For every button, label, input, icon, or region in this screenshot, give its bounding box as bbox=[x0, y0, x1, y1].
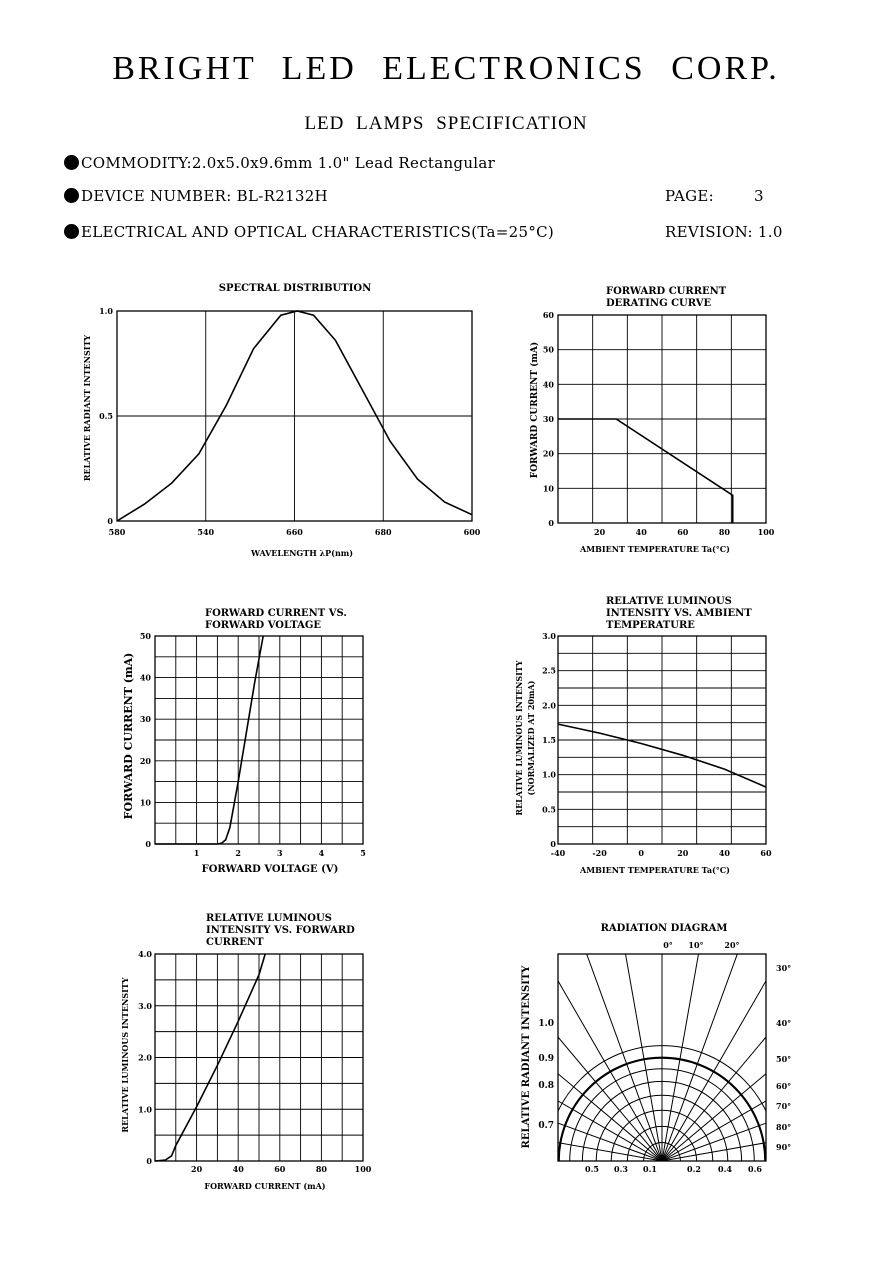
x-tick-label: 20 bbox=[677, 848, 689, 858]
x-tick-label: 80 bbox=[718, 527, 730, 537]
radiation-diagram-chart bbox=[415, 914, 892, 1263]
x-tick-label: 5 bbox=[360, 848, 366, 858]
y-tick-label: 0 bbox=[146, 1156, 152, 1166]
x-tick-label: 580 bbox=[108, 527, 126, 537]
device-number: DEVICE NUMBER: BL-R2132H bbox=[81, 187, 328, 205]
y-tick-label: 20 bbox=[542, 448, 554, 459]
x-tick-label: 20 bbox=[191, 1164, 203, 1174]
x-tick-label: 0 bbox=[638, 848, 644, 858]
page-label: PAGE: bbox=[665, 187, 715, 205]
chart-title-line: TEMPERATURE bbox=[606, 620, 695, 631]
series-line bbox=[558, 419, 733, 523]
y-tick-label: 0 bbox=[145, 839, 151, 849]
y-tick-label: 1.0 bbox=[99, 306, 113, 316]
y-tick-label: 1.0 bbox=[542, 769, 556, 780]
angle-label: 30° bbox=[776, 963, 792, 973]
x-tick-label: 60 bbox=[760, 848, 772, 858]
x-tick-label: 680 bbox=[374, 527, 392, 537]
luminous-intensity-current-chart bbox=[120, 949, 372, 1191]
forward-current-voltage-chart bbox=[122, 631, 366, 875]
x-tick-label: 600 bbox=[463, 527, 481, 537]
x-axis-label: AMBIENT TEMPERATURE Ta(°C) bbox=[580, 865, 730, 875]
radiation-grid bbox=[415, 914, 892, 1263]
y-tick-label: 0 bbox=[550, 839, 556, 849]
chart-title-line: CURRENT bbox=[206, 937, 264, 948]
chart-title-line: DERATING CURVE bbox=[606, 298, 712, 309]
chart-title-line: RELATIVE LUMINOUS bbox=[606, 596, 732, 607]
y-tick-label: 30 bbox=[139, 714, 151, 725]
y-tick-label: 2.0 bbox=[542, 700, 556, 711]
x-tick-label: 40 bbox=[718, 848, 730, 858]
y-axis-label-sub: (NORMALIZED AT 20mA) bbox=[526, 680, 536, 796]
x-axis-label: AMBIENT TEMPERATURE Ta(°C) bbox=[580, 544, 730, 554]
y-tick-label: 0.9 bbox=[538, 1054, 554, 1064]
x-axis-label: FORWARD CURRENT (mA) bbox=[204, 1181, 326, 1191]
y-tick-label: 3.0 bbox=[542, 631, 556, 641]
y-tick-label: 0.8 bbox=[538, 1081, 554, 1091]
y-axis-label: FORWARD CURRENT (mA) bbox=[122, 652, 135, 820]
document-title: LED LAMPS SPECIFICATION bbox=[304, 113, 588, 134]
luminous-intensity-temperature-chart bbox=[514, 631, 772, 875]
chart-title-line: INTENSITY VS. FORWARD bbox=[206, 925, 355, 936]
x-tick-label: 0.1 bbox=[643, 1164, 657, 1174]
chart-title: SPECTRAL DISTRIBUTION bbox=[218, 283, 372, 294]
angle-label: 70° bbox=[776, 1101, 792, 1111]
y-tick-label: 4.0 bbox=[138, 949, 152, 959]
chart-title-line: FORWARD CURRENT bbox=[606, 286, 727, 297]
y-tick-label: 30 bbox=[542, 414, 554, 424]
x-tick-label: -40 bbox=[550, 848, 566, 858]
x-axis-label: FORWARD VOLTAGE (V) bbox=[201, 864, 339, 875]
x-tick-label: 1 bbox=[193, 848, 200, 858]
chart-title-line: FORWARD CURRENT VS. bbox=[205, 608, 347, 619]
y-axis-label: RELATIVE RADIANT INTENSITY bbox=[82, 334, 92, 482]
y-tick-label: 50 bbox=[542, 344, 554, 355]
y-tick-label: 1.0 bbox=[138, 1104, 152, 1115]
y-tick-label: 0 bbox=[107, 516, 113, 526]
company-name: BRIGHT LED ELECTRONICS CORP. bbox=[112, 50, 780, 87]
y-tick-label: 10 bbox=[139, 797, 151, 808]
angle-label: 0° bbox=[663, 940, 673, 950]
y-tick-label: 0.5 bbox=[99, 411, 113, 421]
y-axis-label: RELATIVE RADIANT INTENSITY bbox=[521, 965, 532, 1149]
y-tick-label: 40 bbox=[542, 379, 554, 390]
chart-title: RADIATION DIAGRAM bbox=[600, 923, 728, 934]
y-tick-label: 0.5 bbox=[542, 804, 556, 815]
x-tick-label: 0.5 bbox=[585, 1164, 599, 1174]
angle-label: 60° bbox=[776, 1081, 792, 1091]
x-tick-label: 660 bbox=[286, 527, 303, 537]
x-tick-label: 80 bbox=[315, 1164, 327, 1174]
radial-line bbox=[448, 1037, 662, 1161]
y-axis-label: FORWARD CURRENT (mA) bbox=[530, 341, 540, 479]
y-tick-label: 60 bbox=[542, 310, 554, 320]
x-tick-label: 0.3 bbox=[614, 1164, 628, 1174]
page-number: 3 bbox=[754, 187, 764, 205]
x-tick-label: 100 bbox=[757, 527, 775, 537]
x-tick-label: 60 bbox=[274, 1164, 286, 1174]
x-tick-label: 100 bbox=[354, 1164, 372, 1174]
x-tick-label: 0.6 bbox=[748, 1164, 762, 1174]
chart-title-line: RELATIVE LUMINOUS bbox=[206, 913, 332, 924]
angle-label: 10° bbox=[688, 940, 704, 950]
angle-label: 40° bbox=[776, 1018, 792, 1028]
y-tick-label: 50 bbox=[139, 631, 151, 641]
x-tick-label: 3 bbox=[277, 848, 283, 858]
derating-curve-chart bbox=[529, 310, 775, 554]
y-tick-label: 0 bbox=[548, 518, 554, 528]
x-tick-label: 0.4 bbox=[718, 1164, 732, 1174]
angle-label: 20° bbox=[724, 940, 740, 950]
commodity-text: COMMODITY:2.0x5.0x9.6mm 1.0" Lead Rectangular bbox=[81, 154, 496, 172]
radial-line bbox=[662, 1037, 876, 1161]
x-tick-label: 40 bbox=[635, 527, 647, 537]
angle-label: 50° bbox=[776, 1054, 792, 1064]
chart-title-line: FORWARD VOLTAGE bbox=[205, 620, 322, 631]
angle-label: 80° bbox=[776, 1122, 792, 1132]
x-axis-label: WAVELENGTH λP(nm) bbox=[250, 548, 354, 558]
x-tick-label: 4 bbox=[318, 848, 325, 858]
x-tick-label: 0.2 bbox=[687, 1164, 701, 1174]
x-tick-label: 2 bbox=[235, 848, 241, 858]
spectral-distribution-chart bbox=[82, 283, 481, 558]
y-tick-label: 1.5 bbox=[542, 735, 556, 745]
y-axis-label: RELATIVE LUMINOUS INTENSITY bbox=[514, 660, 524, 816]
y-axis-label: RELATIVE LUMINOUS INTENSITY bbox=[120, 977, 130, 1133]
y-tick-label: 40 bbox=[139, 672, 151, 683]
characteristics-text: ELECTRICAL AND OPTICAL CHARACTERISTICS(Ta=25°C) bbox=[81, 223, 555, 241]
y-tick-label: 2.0 bbox=[138, 1052, 152, 1063]
x-tick-label: 60 bbox=[677, 527, 689, 537]
y-tick-label: 1.0 bbox=[538, 1019, 554, 1029]
revision-label: REVISION: 1.0 bbox=[665, 223, 783, 241]
angle-label: 90° bbox=[776, 1142, 792, 1152]
y-tick-label: 0.7 bbox=[538, 1121, 554, 1131]
y-tick-label: 3.0 bbox=[138, 1000, 152, 1011]
y-tick-label: 10 bbox=[542, 483, 554, 494]
chart-title-line: INTENSITY VS. AMBIENT bbox=[606, 608, 752, 619]
x-tick-label: 540 bbox=[197, 527, 215, 537]
x-tick-label: -20 bbox=[592, 848, 607, 858]
y-tick-label: 20 bbox=[139, 755, 151, 766]
x-tick-label: 40 bbox=[232, 1164, 244, 1174]
x-tick-label: 20 bbox=[594, 527, 606, 537]
y-tick-label: 2.5 bbox=[542, 665, 556, 676]
